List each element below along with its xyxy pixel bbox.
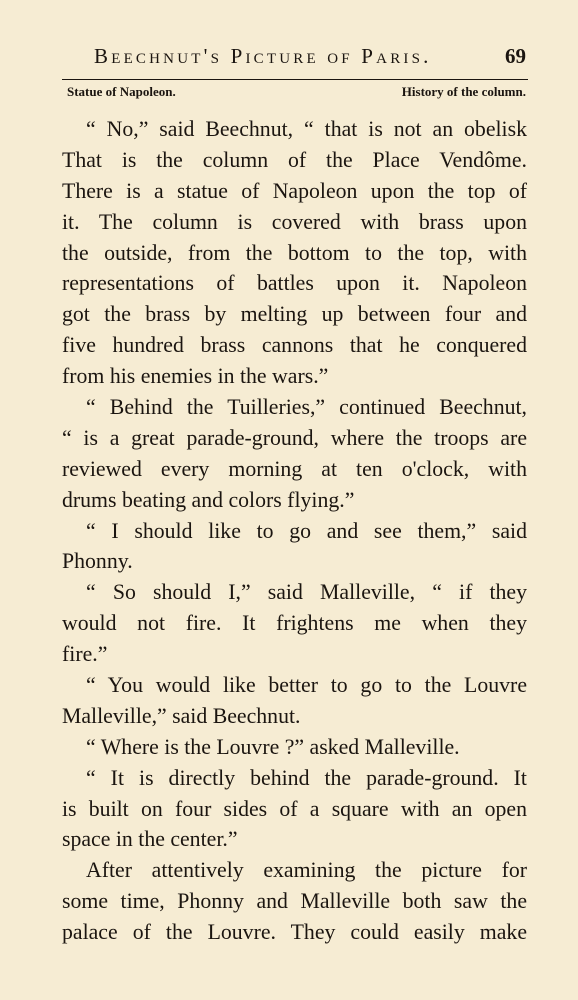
- text-line: fire.”: [62, 642, 108, 667]
- body-text: [62, 114, 527, 948]
- text-line: from his enemies in the wars.”: [62, 364, 329, 389]
- text-line: “ No,” said Beechnut, “ that is not an obelisk: [86, 117, 527, 141]
- text-line: representations of battles upon it. Napoleon: [62, 271, 527, 296]
- text-line: “ I should like to go and see them,” said: [86, 518, 527, 543]
- text-line: Malleville,” said Beechnut.: [62, 703, 301, 728]
- running-head: [62, 44, 528, 70]
- text-line: the outside, from the bottom to the top, with: [62, 240, 527, 265]
- text-line: After attentively examining the picture for: [86, 858, 527, 883]
- text-line: drums beating and colors flying.”: [62, 487, 355, 512]
- text-line: That is the column of the Place Vendôme.: [62, 147, 527, 172]
- text-line: palace of the Louvre. They could easily make: [62, 920, 527, 945]
- text-line: “ Behind the Tuilleries,” continued Beechnut,: [86, 395, 527, 420]
- text-line: five hundred brass cannons that he conquered: [62, 333, 527, 358]
- text-line: “ Where is the Louvre ?” asked Malleville.: [86, 734, 460, 759]
- text-line: reviewed every morning at ten o'clock, with: [62, 456, 527, 481]
- text-line: There is a statue of Napoleon upon the top of: [62, 178, 527, 203]
- text-line: Phonny.: [62, 549, 133, 574]
- text-line: “ is a great parade-ground, where the troops are: [62, 425, 527, 450]
- running-title: Beechnut's Picture of Paris.: [94, 44, 432, 68]
- text-line: “ It is directly behind the parade-ground. It: [86, 765, 527, 790]
- text-line: “ So should I,” said Malleville, “ if they: [86, 580, 527, 605]
- text-line: would not fire. It frightens me when they: [62, 611, 527, 636]
- page-number: 69: [505, 44, 526, 68]
- marginal-note-right: History of the column.: [401, 84, 526, 99]
- text-line: it. The column is covered with brass upon: [62, 209, 527, 234]
- marginal-note-left: Statue of Napoleon.: [67, 84, 176, 99]
- text-line: some time, Phonny and Malleville both saw the: [62, 889, 527, 914]
- text-line: is built on four sides of a square with an open: [62, 796, 527, 821]
- text-line: “ You would like better to go to the Louvre: [86, 673, 527, 698]
- text-line: got the brass by melting up between four and: [62, 302, 527, 327]
- header-rule: [62, 79, 528, 80]
- text-line: space in the center.”: [62, 827, 238, 852]
